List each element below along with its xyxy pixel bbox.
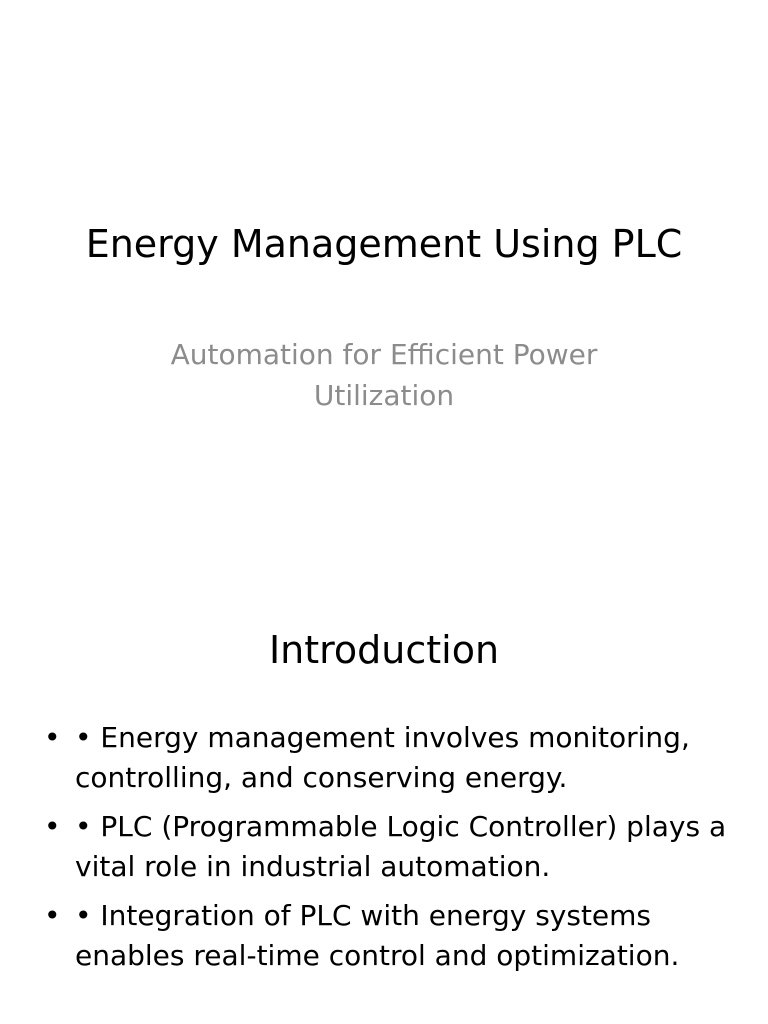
bullet-dot-icon: • (44, 721, 61, 754)
introduction-title: Introduction (268, 628, 500, 672)
presentation-subtitle: Automation for Efficient Power Utilization (170, 338, 598, 412)
bullet-text: • PLC (Programmable Logic Controller) plays a vital role in industrial automation. (75, 810, 727, 883)
bullet-item-1 (0, 718, 768, 798)
bullet-dot-icon: • (44, 899, 61, 932)
bullet-dot-icon: • (44, 810, 61, 843)
bullet-text: • Integration of PLC with energy systems enables real-time control and optimization. (75, 899, 680, 972)
bullet-item-3 (0, 896, 768, 976)
introduction-slide (0, 512, 768, 1024)
bullet-item-2 (0, 807, 768, 887)
bullet-text: • Energy management involves monitoring, controlling, and conserving energy. (75, 721, 690, 794)
introduction-bullet-list (0, 718, 768, 985)
presentation-title: Energy Management Using PLC (85, 222, 683, 266)
